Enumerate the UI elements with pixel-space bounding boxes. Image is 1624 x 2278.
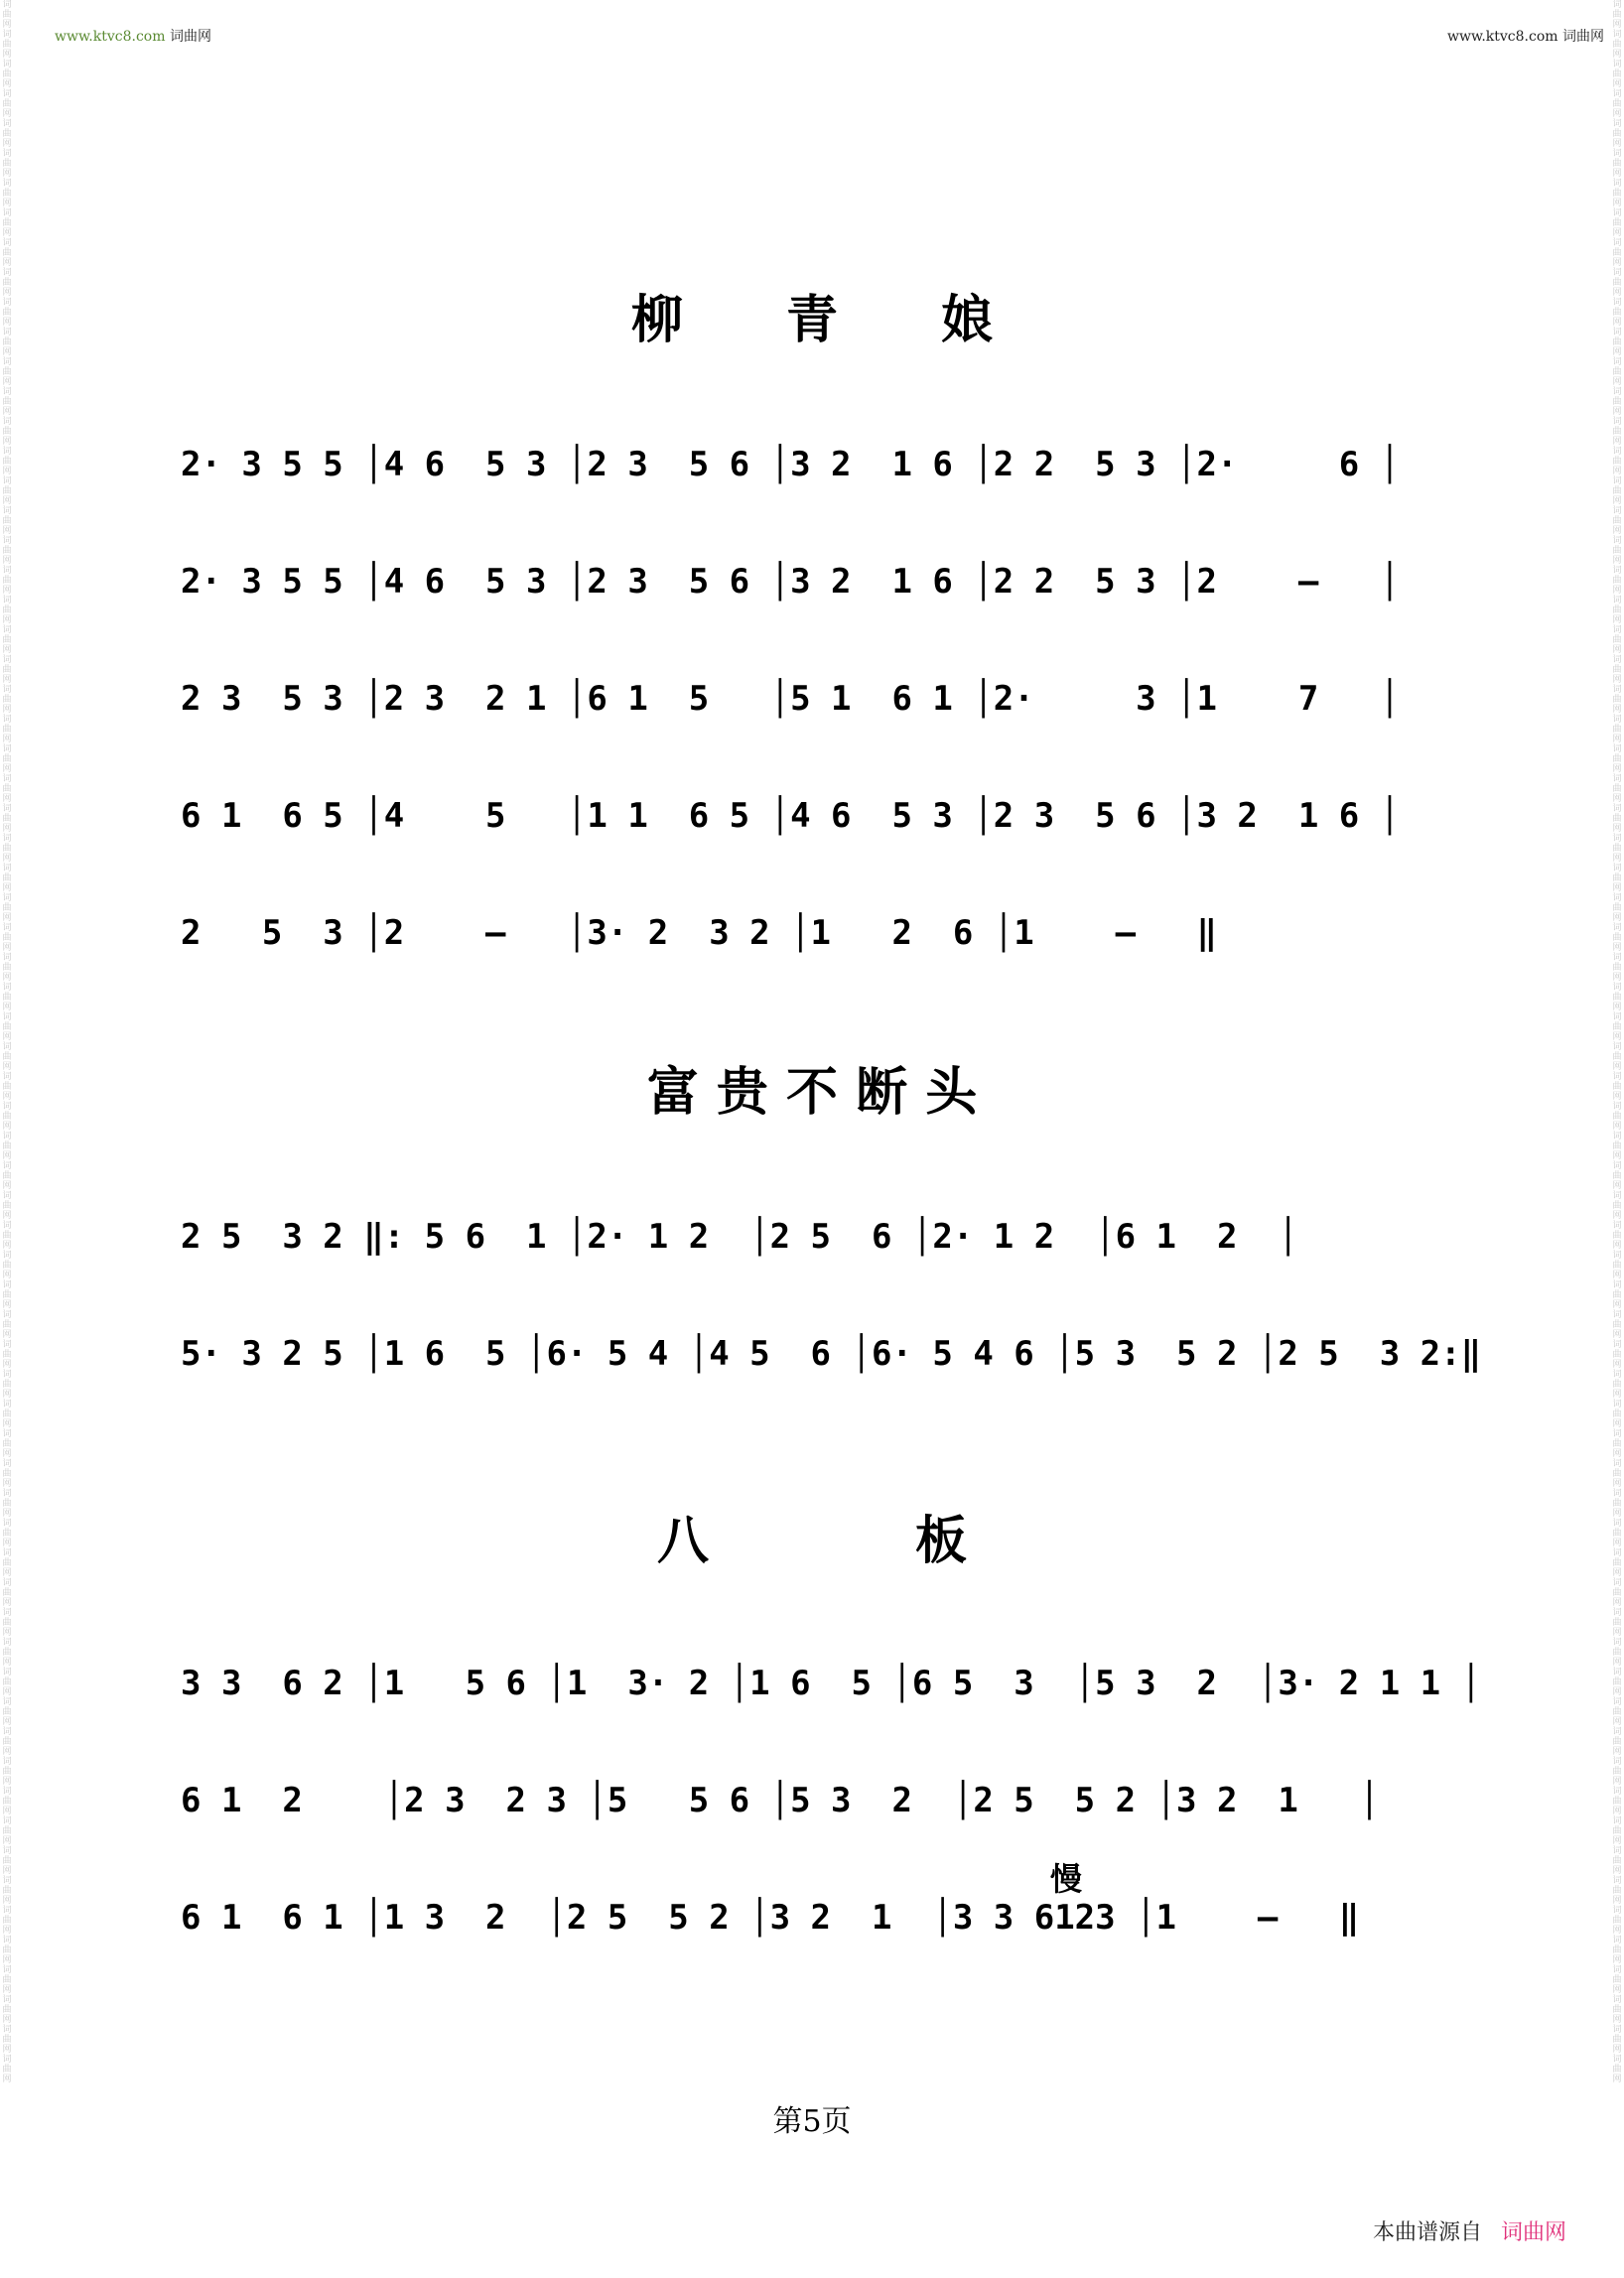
footer-brand-link[interactable]: 词曲网 (1500, 2220, 1566, 2245)
score-line: 2 3 5 3 │2 3 2 1 │6 1 5 │5 1 6 1 │2· 3 │1 7 │ (181, 679, 1401, 719)
header-left (55, 26, 211, 46)
score-line: 3 3 6 2 │1 5 6 │1 3· 2 │1 6 5 │6 5 3 │5 3 2 │3· 2 1 1 │ (181, 1664, 1482, 1703)
footer-source-label: 本曲谱源自 (1372, 2220, 1482, 2245)
right-watermark-strip: 词曲网词曲网词曲网词曲网词曲网词曲网词曲网词曲网词曲网词曲网词曲网词曲网词曲网词曲网词曲网词曲网词曲网词曲网词曲网词曲网词曲网词曲网词曲网词曲网词曲网词曲网词曲网词曲网词曲网词曲网词曲网词曲网词曲网词曲网词曲网词曲网词曲网词曲网词曲网词曲网词曲网词曲网词曲网词曲网词曲网词曲网词曲网词曲网词曲网词曲网词曲网词曲网词曲网词曲网词曲网词曲网词曲网词曲网词曲网词曲网词曲网词曲网词曲网词曲网词曲网词曲网词曲网词曲网词曲网词曲网 (1612, 0, 1622, 2084)
score-line: 2 5 3 2 ‖: 5 6 1 │2· 1 2 │2 5 6 │2· 1 2 │6 1 2 │ (181, 1217, 1298, 1257)
page-number: 第5页 (772, 2104, 852, 2139)
section-title-liuqingniang: 柳 青 娘 (630, 291, 993, 350)
section-title-fuguibuduantou: 富 贵 不 断 头 (646, 1063, 978, 1123)
score-line: 6 1 6 1 │1 3 2 │2 5 5 2 │3 2 1 │3 3 6123 │1 – ‖ (181, 1898, 1360, 1938)
footer (1373, 2215, 1566, 2246)
header-name-right: 词曲网 (1562, 29, 1604, 45)
header-site: www.ktvc8.com (55, 29, 166, 45)
section-title-baban: 八 板 (656, 1512, 967, 1571)
score-line: 5· 3 2 5 │1 6 5 │6· 5 4 │4 5 6 │6· 5 4 6 │5 3 5 2 │2 5 3 2:‖ (181, 1334, 1482, 1374)
header-site-right: www.ktvc8.com (1447, 29, 1558, 45)
tempo-marking: 慢 (1050, 1860, 1083, 1898)
score-line: 2· 3 5 5 │4 6 5 3 │2 3 5 6 │3 2 1 6 │2 2 5 3 │2 – │ (181, 562, 1401, 602)
score-line: 6 1 2 │2 3 2 3 │5 5 6 │5 3 2 │2 5 5 2 │3 2 1 │ (181, 1781, 1380, 1820)
score-line: 2 5 3 │2 – │3· 2 3 2 │1 2 6 │1 – ‖ (181, 913, 1217, 953)
header-right (1447, 26, 1604, 46)
header-name: 词曲网 (169, 29, 211, 45)
score-line: 6 1 6 5 │4 5 │1 1 6 5 │4 6 5 3 │2 3 5 6 │3 2 1 6 │ (181, 796, 1401, 836)
left-watermark-strip: 词曲网词曲网词曲网词曲网词曲网词曲网词曲网词曲网词曲网词曲网词曲网词曲网词曲网词曲网词曲网词曲网词曲网词曲网词曲网词曲网词曲网词曲网词曲网词曲网词曲网词曲网词曲网词曲网词曲网词曲网词曲网词曲网词曲网词曲网词曲网词曲网词曲网词曲网词曲网词曲网词曲网词曲网词曲网词曲网词曲网词曲网词曲网词曲网词曲网词曲网词曲网词曲网词曲网词曲网词曲网词曲网词曲网词曲网词曲网词曲网词曲网词曲网词曲网词曲网词曲网词曲网词曲网词曲网词曲网词曲网 (2, 0, 12, 2084)
score-line: 2· 3 5 5 │4 6 5 3 │2 3 5 6 │3 2 1 6 │2 2 5 3 │2· 6 │ (181, 445, 1401, 484)
